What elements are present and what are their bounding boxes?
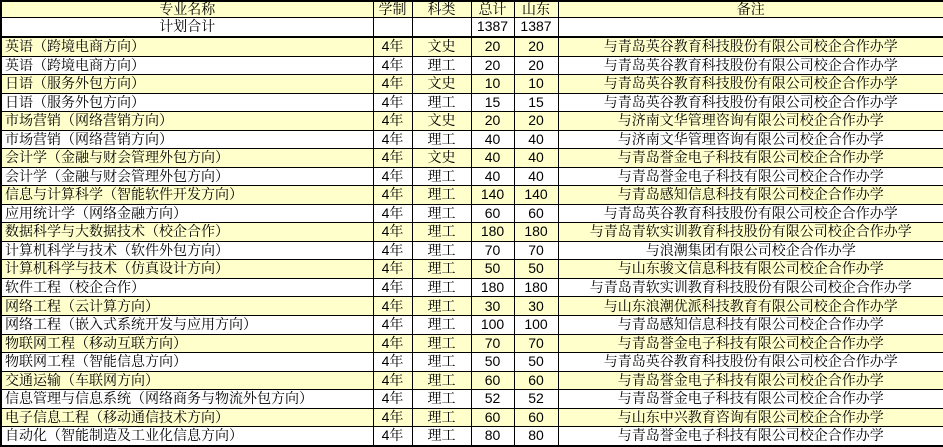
major-name-cell: 数据科学与大数据技术（校企合作）: [1, 223, 373, 242]
remark-cell: 与青岛英谷教育科技股份有限公司校企合作办学: [558, 37, 943, 56]
table-row: [1, 334, 943, 353]
category-cell: 理工: [412, 334, 471, 353]
total-cell: 40: [471, 167, 514, 186]
table-row: [1, 241, 943, 260]
category-cell: 理工: [412, 260, 471, 279]
header-remark: 备注: [558, 1, 943, 18]
category-cell: 理工: [412, 297, 471, 316]
shandong-cell: 40: [514, 130, 558, 149]
table-row: [1, 186, 943, 205]
table-row: [1, 316, 943, 335]
shandong-cell: 20: [514, 112, 558, 131]
total-cell: 140: [471, 186, 514, 205]
table-row: [1, 371, 943, 390]
total-cell: 30: [471, 297, 514, 316]
table-row: [1, 130, 943, 149]
total-cell: 15: [471, 93, 514, 112]
table-row: [1, 408, 943, 427]
major-name-cell: 物联网工程（移动互联方向）: [1, 334, 373, 353]
table-row: [1, 353, 943, 372]
shandong-cell: 15: [514, 93, 558, 112]
shandong-cell: 70: [514, 241, 558, 260]
table-row: [1, 93, 943, 112]
remark-cell: [558, 18, 943, 37]
remark-cell: 与济南文华管理咨询有限公司校企合作办学: [558, 112, 943, 131]
shandong-cell: 40: [514, 167, 558, 186]
total-cell: 40: [471, 149, 514, 168]
shandong-cell: 50: [514, 260, 558, 279]
major-name-cell: 自动化（智能制造及工业化信息方向）: [1, 427, 373, 446]
shandong-cell: 180: [514, 278, 558, 297]
major-name-cell: 会计学（金融与财会管理外包方向）: [1, 149, 373, 168]
total-cell: 50: [471, 353, 514, 372]
category-cell: 理工: [412, 186, 471, 205]
remark-cell: 与青岛英谷教育科技股份有限公司校企合作办学: [558, 56, 943, 75]
major-name-cell: 市场营销（网络营销方向）: [1, 112, 373, 131]
total-cell: 60: [471, 408, 514, 427]
total-cell: 70: [471, 241, 514, 260]
total-row: [1, 18, 943, 37]
header-duration: 学制: [373, 1, 412, 18]
table-row: [1, 223, 943, 242]
duration-cell: 4年: [373, 93, 412, 112]
shandong-cell: 60: [514, 408, 558, 427]
total-cell: 52: [471, 390, 514, 409]
duration-cell: 4年: [373, 316, 412, 335]
remark-cell: 与青岛感知信息科技有限公司校企合作办学: [558, 316, 943, 335]
category-cell: 理工: [412, 241, 471, 260]
shandong-cell: 50: [514, 353, 558, 372]
major-name-cell: 英语（跨境电商方向）: [1, 56, 373, 75]
total-row-label: 计划合计: [1, 18, 373, 37]
table-row: [1, 112, 943, 131]
table-row: [1, 75, 943, 94]
remark-cell: 与青岛英谷教育科技股份有限公司校企合作办学: [558, 204, 943, 223]
duration-cell: 4年: [373, 149, 412, 168]
remark-cell: 与青岛英谷教育科技股份有限公司校企合作办学: [558, 93, 943, 112]
major-name-cell: 软件工程（校企合作）: [1, 278, 373, 297]
major-name-cell: 会计学（金融与财会管理外包方向）: [1, 167, 373, 186]
duration-cell: 4年: [373, 334, 412, 353]
remark-cell: 与山东中兴教育咨询有限公司校企合作办学: [558, 408, 943, 427]
major-name-cell: 网络工程（嵌入式系统开发与应用方向）: [1, 316, 373, 335]
major-name-cell: 电子信息工程（移动通信技术方向）: [1, 408, 373, 427]
major-name-cell: 日语（服务外包方向）: [1, 93, 373, 112]
shandong-cell: 20: [514, 37, 558, 56]
category-cell: 理工: [412, 353, 471, 372]
total-cell: 40: [471, 130, 514, 149]
duration-cell: 4年: [373, 260, 412, 279]
remark-cell: 与青岛誉金电子科技有限公司校企合作办学: [558, 390, 943, 409]
major-name-cell: 交通运输（车联网方向）: [1, 371, 373, 390]
duration-cell: 4年: [373, 278, 412, 297]
table-row: [1, 204, 943, 223]
header-shandong: 山东: [514, 1, 558, 18]
shandong-cell: 20: [514, 56, 558, 75]
total-cell: 100: [471, 316, 514, 335]
duration-cell: 4年: [373, 112, 412, 131]
header-major: 专业名称: [1, 1, 373, 18]
duration-cell: 4年: [373, 56, 412, 75]
shandong-cell: 30: [514, 297, 558, 316]
header-category: 科类: [412, 1, 471, 18]
total-cell: 50: [471, 260, 514, 279]
header-row: [1, 1, 943, 18]
major-name-cell: 应用统计学（网络金融方向）: [1, 204, 373, 223]
table-row: [1, 167, 943, 186]
table-row: [1, 297, 943, 316]
total-cell: 1387: [471, 18, 514, 37]
remark-cell: 与青岛青软实训教育科技股份有限公司校企合作办学: [558, 223, 943, 242]
shandong-cell: 60: [514, 204, 558, 223]
category-cell: 理工: [412, 278, 471, 297]
table-row: [1, 390, 943, 409]
shandong-cell: 80: [514, 427, 558, 446]
total-cell: 70: [471, 334, 514, 353]
shandong-cell: 180: [514, 223, 558, 242]
category-cell: 理工: [412, 408, 471, 427]
category-cell: 文史: [412, 112, 471, 131]
category-cell: [412, 18, 471, 37]
remark-cell: 与浪潮集团有限公司校企合作办学: [558, 241, 943, 260]
duration-cell: 4年: [373, 130, 412, 149]
remark-cell: 与青岛青软实训教育科技股份有限公司校企合作办学: [558, 278, 943, 297]
major-name-cell: 日语（服务外包方向）: [1, 75, 373, 94]
category-cell: 理工: [412, 390, 471, 409]
total-cell: 80: [471, 427, 514, 446]
table-header: [1, 1, 943, 18]
category-cell: 理工: [412, 223, 471, 242]
remark-cell: 与青岛誉金电子科技有限公司校企合作办学: [558, 371, 943, 390]
remark-cell: 与山东骏文信息科技有限公司校企合作办学: [558, 260, 943, 279]
category-cell: 理工: [412, 56, 471, 75]
category-cell: 理工: [412, 371, 471, 390]
duration-cell: 4年: [373, 353, 412, 372]
major-name-cell: 市场营销（网络营销方向）: [1, 130, 373, 149]
total-cell: 20: [471, 56, 514, 75]
table-row: [1, 427, 943, 446]
remark-cell: 与青岛英谷教育科技股份有限公司校企合作办学: [558, 353, 943, 372]
shandong-cell: 70: [514, 334, 558, 353]
table-row: [1, 37, 943, 56]
shandong-cell: 60: [514, 371, 558, 390]
major-name-cell: 计算机科学与技术（软件外包方向）: [1, 241, 373, 260]
remark-cell: 与山东浪潮优派科技教育有限公司校企合作办学: [558, 297, 943, 316]
shandong-cell: 1387: [514, 18, 558, 37]
total-cell: 60: [471, 371, 514, 390]
remark-cell: 与济南文华管理咨询有限公司校企合作办学: [558, 130, 943, 149]
table-row: [1, 149, 943, 168]
category-cell: 理工: [412, 130, 471, 149]
header-total: 总计: [471, 1, 514, 18]
table-row: [1, 260, 943, 279]
duration-cell: 4年: [373, 37, 412, 56]
shandong-cell: 100: [514, 316, 558, 335]
major-name-cell: 信息管理与信息系统（网络商务与物流外包方向）: [1, 390, 373, 409]
major-name-cell: 物联网工程（智能信息方向）: [1, 353, 373, 372]
shandong-cell: 140: [514, 186, 558, 205]
duration-cell: 4年: [373, 390, 412, 409]
total-cell: 20: [471, 112, 514, 131]
category-cell: 理工: [412, 316, 471, 335]
table-row: [1, 56, 943, 75]
major-name-cell: 信息与计算科学（智能软件开发方向）: [1, 186, 373, 205]
total-cell: 60: [471, 204, 514, 223]
duration-cell: 4年: [373, 167, 412, 186]
remark-cell: 与青岛感知信息科技有限公司校企合作办学: [558, 186, 943, 205]
duration-cell: 4年: [373, 204, 412, 223]
category-cell: 理工: [412, 93, 471, 112]
duration-cell: 4年: [373, 408, 412, 427]
major-name-cell: 网络工程（云计算方向）: [1, 297, 373, 316]
duration-cell: [373, 18, 412, 37]
table-body: [1, 18, 943, 446]
total-cell: 180: [471, 278, 514, 297]
duration-cell: 4年: [373, 427, 412, 446]
shandong-cell: 40: [514, 149, 558, 168]
duration-cell: 4年: [373, 371, 412, 390]
remark-cell: 与青岛誉金电子科技有限公司校企合作办学: [558, 427, 943, 446]
total-cell: 180: [471, 223, 514, 242]
table-row: [1, 278, 943, 297]
major-name-cell: 英语（跨境电商方向）: [1, 37, 373, 56]
remark-cell: 与青岛英谷教育科技股份有限公司校企合作办学: [558, 75, 943, 94]
total-cell: 20: [471, 37, 514, 56]
duration-cell: 4年: [373, 241, 412, 260]
duration-cell: 4年: [373, 186, 412, 205]
category-cell: 文史: [412, 149, 471, 168]
category-cell: 理工: [412, 204, 471, 223]
remark-cell: 与青岛誉金电子科技有限公司校企合作办学: [558, 149, 943, 168]
category-cell: 文史: [412, 37, 471, 56]
remark-cell: 与青岛誉金电子科技有限公司校企合作办学: [558, 334, 943, 353]
duration-cell: 4年: [373, 297, 412, 316]
duration-cell: 4年: [373, 75, 412, 94]
category-cell: 理工: [412, 427, 471, 446]
category-cell: 理工: [412, 167, 471, 186]
duration-cell: 4年: [373, 223, 412, 242]
remark-cell: 与青岛誉金电子科技有限公司校企合作办学: [558, 167, 943, 186]
category-cell: 文史: [412, 75, 471, 94]
total-cell: 10: [471, 75, 514, 94]
shandong-cell: 52: [514, 390, 558, 409]
major-name-cell: 计算机科学与技术（仿真设计方向）: [1, 260, 373, 279]
shandong-cell: 10: [514, 75, 558, 94]
